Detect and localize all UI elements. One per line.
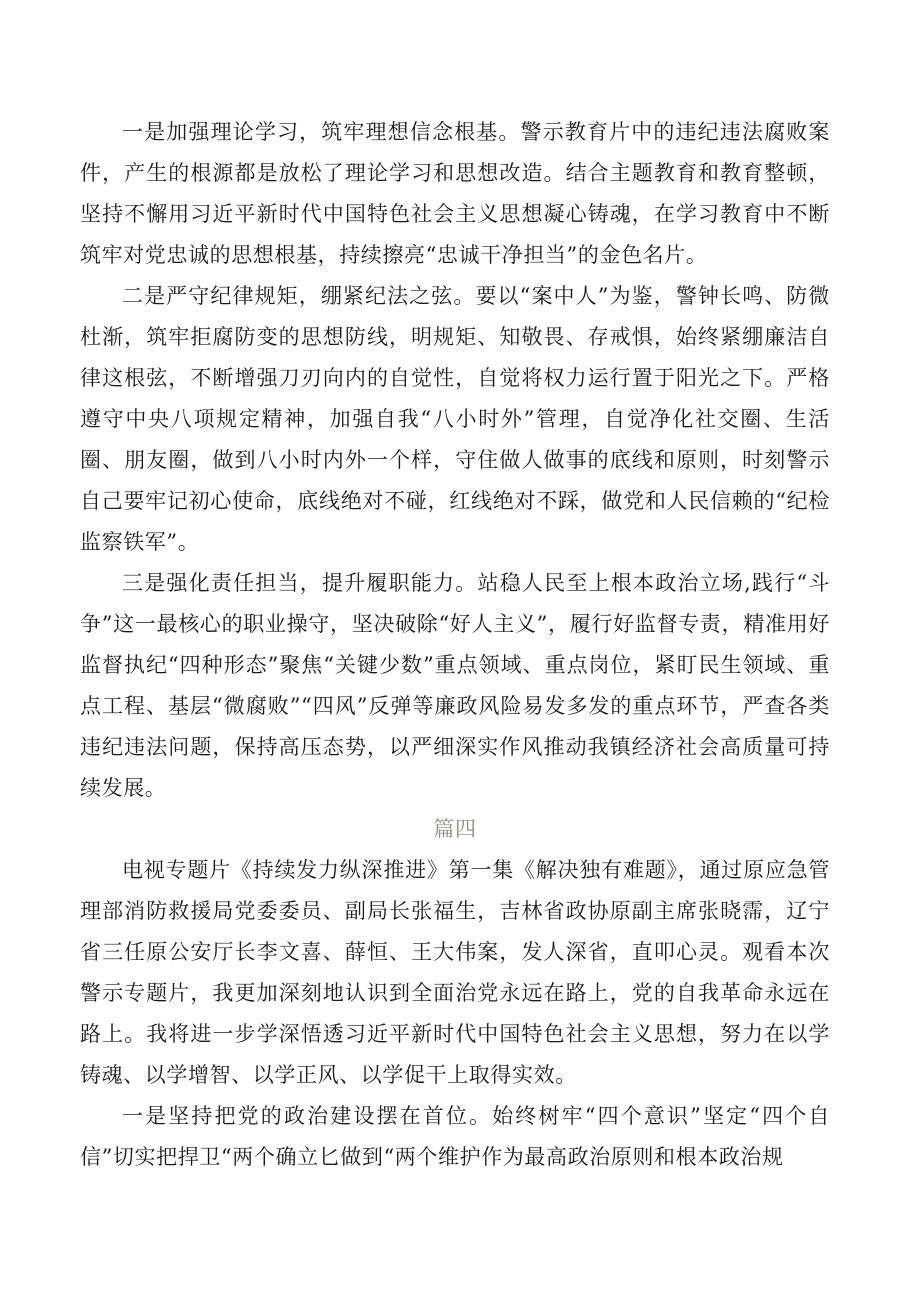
paragraph-responsibility: 三是强化责任担当，提升履职能力。站稳人民至上根本政治立场,践行“斗争”这一最核心的职业操守，坚决破除“好人主义”，履行好监督专责，精准用好监督执纪“四种形态”聚焦“关键少数”重点领域、重点岗位，紧盯民生领域、重点工程、基层“微腐败”“四风”反弹等廉政风险易发多发的重点环节，严查各类违纪违法问题，保持高压态势，以严细深实作风推动我镇经济社会高质量可持续发展。 xyxy=(80,571,830,800)
paragraph-discipline-rules: 二是严守纪律规矩，绷紧纪法之弦。要以“案中人”为鉴，警钟长鸣、防微杜渐，筑牢拒腐防变的思想防线，明规矩、知敬畏、存戒惧，始终紧绷廉洁自律这根弦，不断增强刀刃向内的自觉性，自觉将权力运行置于阳光之下。严格遵守中央八项规定精神，加强自我“八小时外”管理，自觉净化社交圈、生活圈、朋友圈，做到八小时内外一个样，守住做人做事的底线和原则，时刻警示自己要牢记初心使命，底线绝对不碰，红线绝对不踩，做党和人民信赖的“纪检监察铁军”。 xyxy=(80,284,830,554)
paragraph-tv-documentary: 电视专题片《持续发力纵深推进》第一集《解决独有难题》，通过原应急管理部消防救援局党委委员、副局长张福生，吉林省政协原副主席张晓霈，辽宁省三任原公安厅长李文喜、薛恒、王大伟案，发人深省，直叩心灵。观看本次警示专题片，我更加深刻地认识到全面治党永远在路上，党的自我革命永远在路上。我将进一步学深悟透习近平新时代中国特色社会主义思想，努力在以学铸魂、以学增智、以学正风、以学促干上取得实效。 xyxy=(80,858,830,1087)
document-body xyxy=(80,112,830,1178)
paragraph-political-construction: 一是坚持把党的政治建设摆在首位。始终树牢“四个意识”坚定“四个自信”切实把捍卫“两个确立匕做到“两个维护作为最高政治原则和根本政治规 xyxy=(80,1104,830,1169)
paragraph-theory-study: 一是加强理论学习，筑牢理想信念根基。警示教育片中的违纪违法腐败案件，产生的根源都是放松了理论学习和思想改造。结合主题教育和教育整顿，坚持不懈用习近平新时代中国特色社会主义思想凝心铸魂，在学习教育中不断筑牢对党忠诚的思想根基，持续擦亮“忠诚干净担当”的金色名片。 xyxy=(80,120,830,267)
section-heading: 篇四 xyxy=(433,817,477,841)
